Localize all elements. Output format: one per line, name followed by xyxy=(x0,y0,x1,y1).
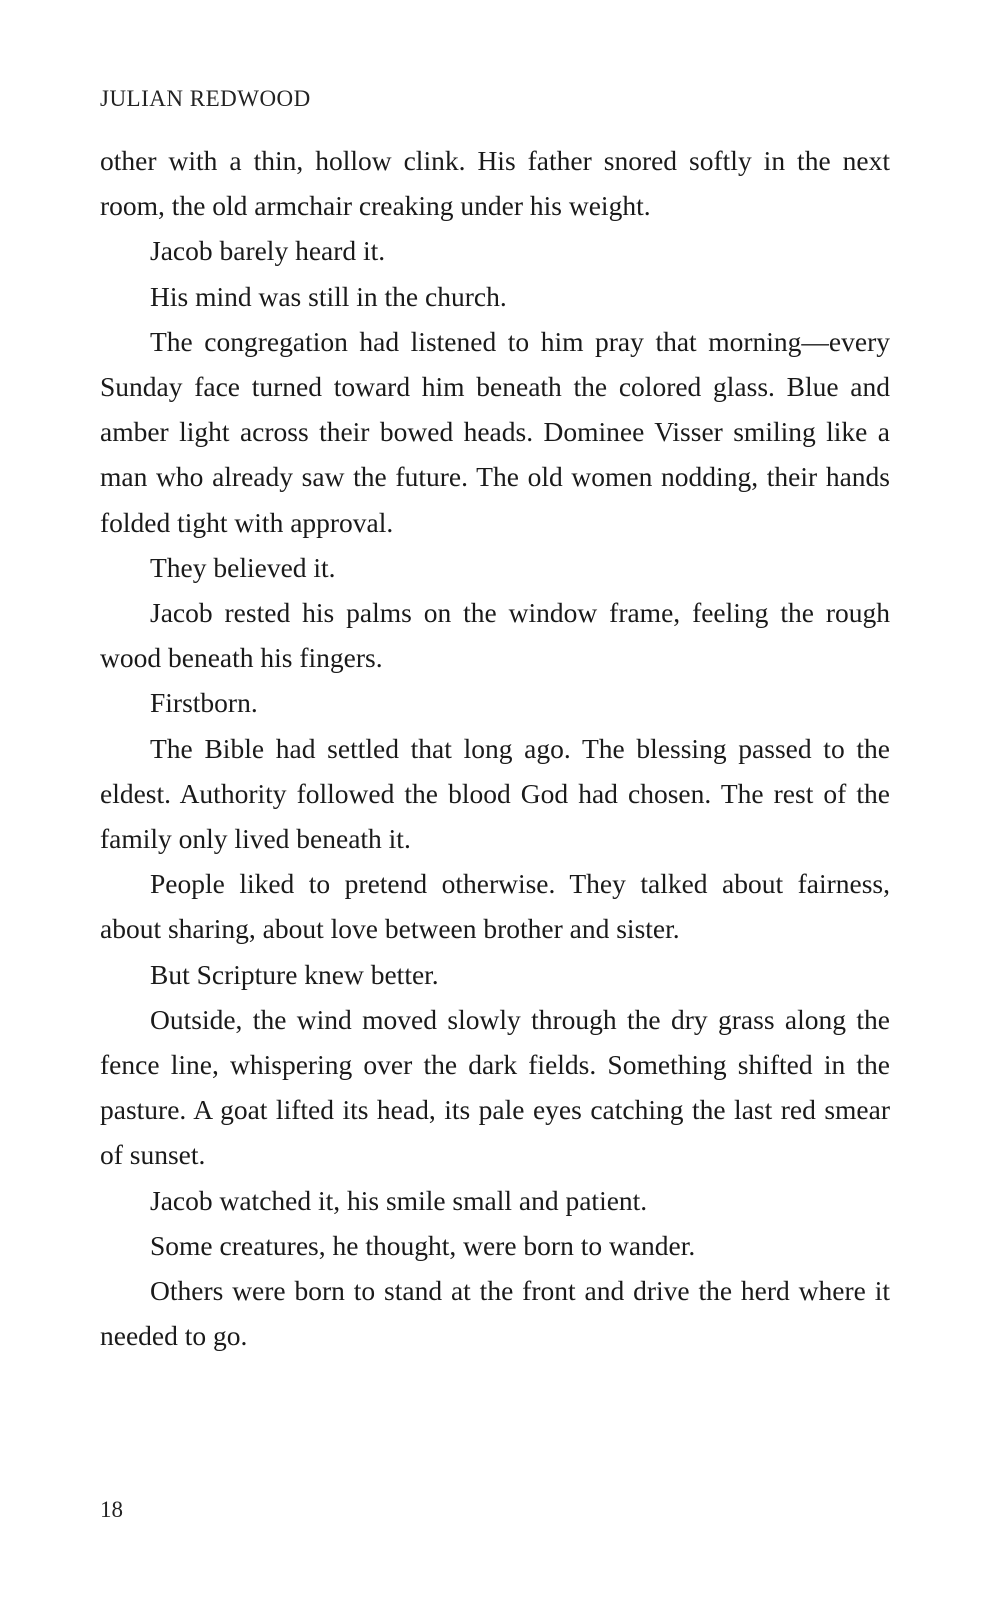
paragraph: The congregation had listened to him pray that morning—every Sunday face turned toward him beneath the colored glass. Blue and amber light across their bowed heads. Dominee Visser smiling like a man who already saw the future. The old women nodding, their hands folded tight with approval. xyxy=(100,325,890,538)
paragraph: Firstborn. xyxy=(150,687,258,719)
paragraph: other with a thin, hollow clink. His father snored softly in the next room, the old armchair creaking under his weight. xyxy=(100,145,890,222)
paragraph: Outside, the wind moved slowly through the dry grass along the fence line, whispering over the dark fields. Something shifted in the pasture. A goat lifted its head, its pale eyes catching the last red smear of sunset. xyxy=(100,1003,890,1171)
paragraph: Others were born to stand at the front and drive the herd where it needed to go. xyxy=(100,1275,890,1352)
body-text xyxy=(100,138,890,1358)
paragraph: Jacob watched it, his smile small and patient. xyxy=(150,1184,648,1216)
paragraph: His mind was still in the church. xyxy=(150,280,507,312)
paragraph: Jacob barely heard it. xyxy=(150,235,386,267)
paragraph: Jacob rested his palms on the window frame, feeling the rough wood beneath his fingers. xyxy=(100,597,890,674)
paragraph: But Scripture knew better. xyxy=(150,958,439,990)
paragraph: They believed it. xyxy=(150,551,336,583)
paragraph: Some creatures, he thought, were born to wander. xyxy=(150,1229,696,1261)
running-head: JULIAN REDWOOD xyxy=(100,86,311,111)
page-number: 18 xyxy=(100,1497,123,1522)
paragraph: People liked to pretend otherwise. They talked about fairness, about sharing, about love between brother and sister. xyxy=(100,868,890,945)
paragraph: The Bible had settled that long ago. The blessing passed to the eldest. Authority followed the blood God had chosen. The rest of the family only lived beneath it. xyxy=(100,732,890,855)
